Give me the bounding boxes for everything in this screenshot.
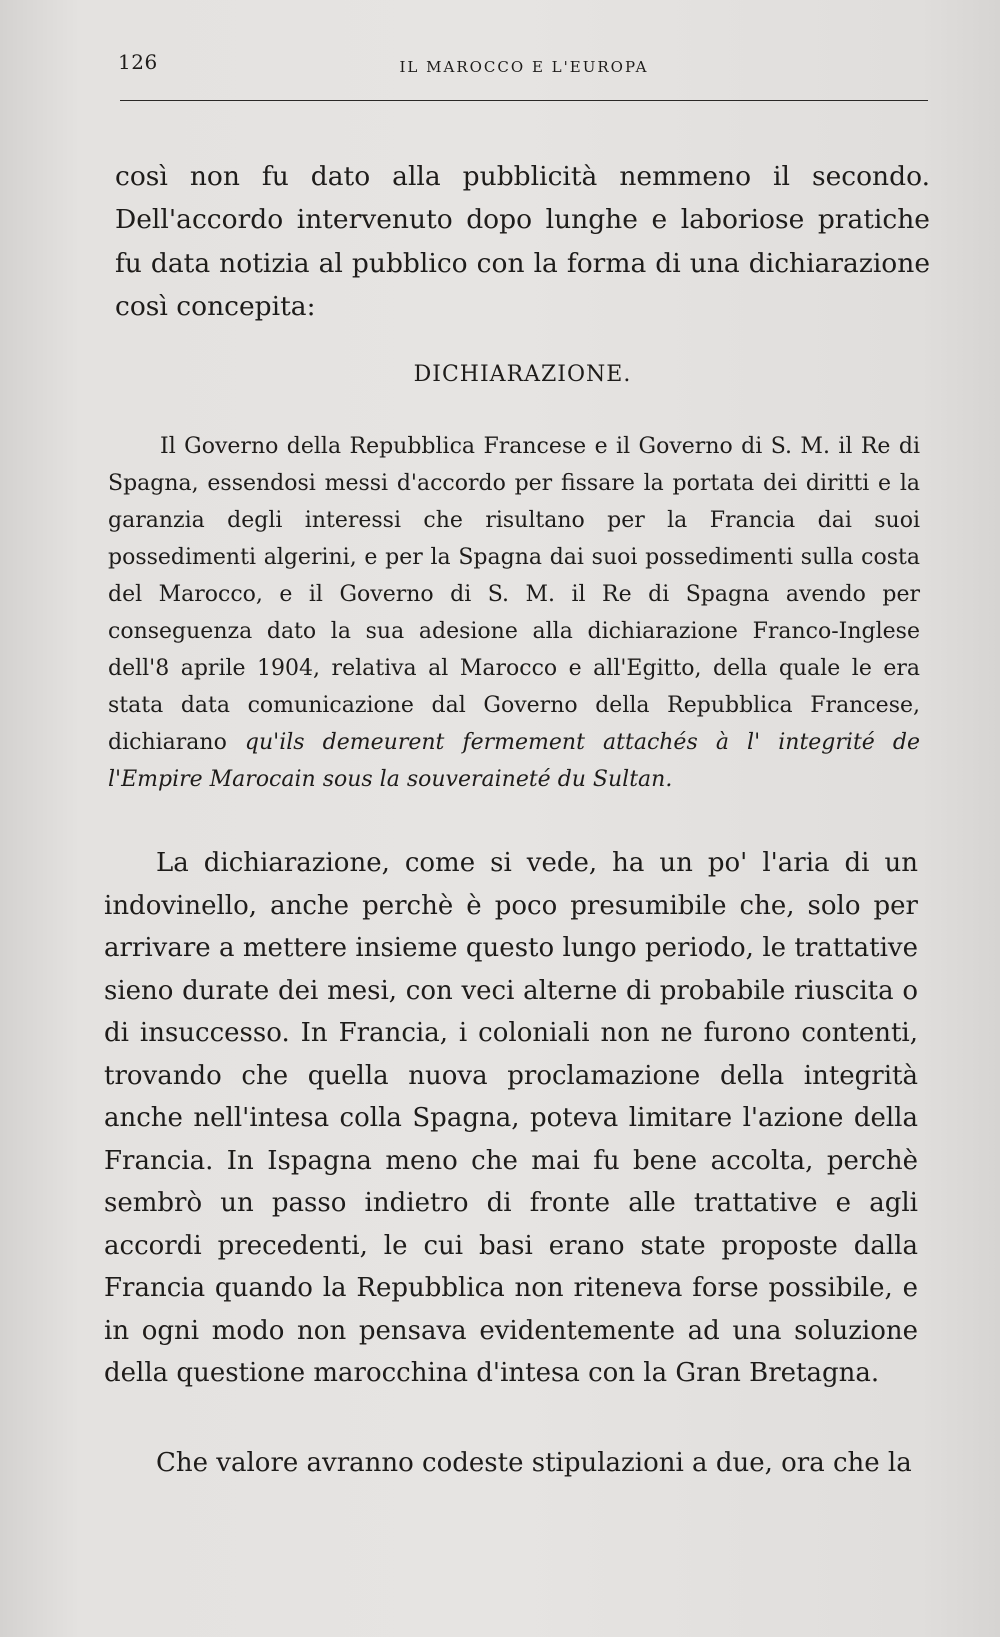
declaration-body: Il Governo della Repubblica Francese e il Governo di S. M. il Re di Spagna, essendosi messi d'accordo per fissare la portata dei diritti e la garanzia degli interessi che risultano per la Francia dai suoi possedimenti algerini, e per la Spagna dai suoi possedimenti sulla costa del Marocco, e il Governo di S. M. il Re di Spagna avendo per conseguenza dato la sua adesione alla dichiarazione Franco-Inglese dell'8 aprile 1904, relativa al Marocco e all'Egitto, della quale le era stata data comunicazione dal Governo della Repubblica Francese, dichiarano: [108, 434, 920, 755]
page-number: 126: [118, 50, 158, 74]
paragraph-3: [104, 1442, 918, 1484]
declaration-text: [108, 428, 920, 798]
page-header: [118, 50, 930, 86]
paragraph-3-text: Che valore avranno codeste stipulazioni a due, ora che la: [156, 1448, 912, 1478]
declaration-quote: qu'ils demeurent fermement attachés à l' integrité de l'Empire Marocain sous la souveraineté du Sultan.: [108, 730, 921, 792]
paragraph-1: così non fu dato alla pubblicità nemmeno il secondo. Dell'accordo intervenuto dopo lunghe e laboriose pratiche fu data notizia al pubblico con la forma di una dichiarazione così concepita:: [115, 160, 930, 322]
running-head: IL MAROCCO E L'EUROPA: [399, 58, 649, 76]
paragraph-2: [104, 842, 918, 1395]
section-heading: DICHIARAZIONE.: [413, 362, 632, 387]
header-rule: [120, 100, 928, 101]
paragraph-2-text: La dichiarazione, come si vede, ha un po' l'aria di un indovinello, anche perchè è poco presumibile che, solo per arrivare a mettere insieme questo lungo periodo, le trattative sieno durate dei mesi, con veci alterne di probabile riuscita o di insuccesso. In Francia, i coloniali non ne furono contenti, trovando che quella nuova proclamazione della integrità anche nell'intesa colla Spagna, poteva limitare l'azione della Francia. In Ispagna meno che mai fu bene accolta, perchè sembrò un passo indietro di fronte alle trattative e agli accordi precedenti, le cui basi erano state proposte dalla Francia quando la Repubblica non riteneva forse possibile, e in ogni modo non pensava evidentemente ad una soluzione della questione marocchina d'intesa con la Gran Bretagna.: [104, 848, 918, 1388]
